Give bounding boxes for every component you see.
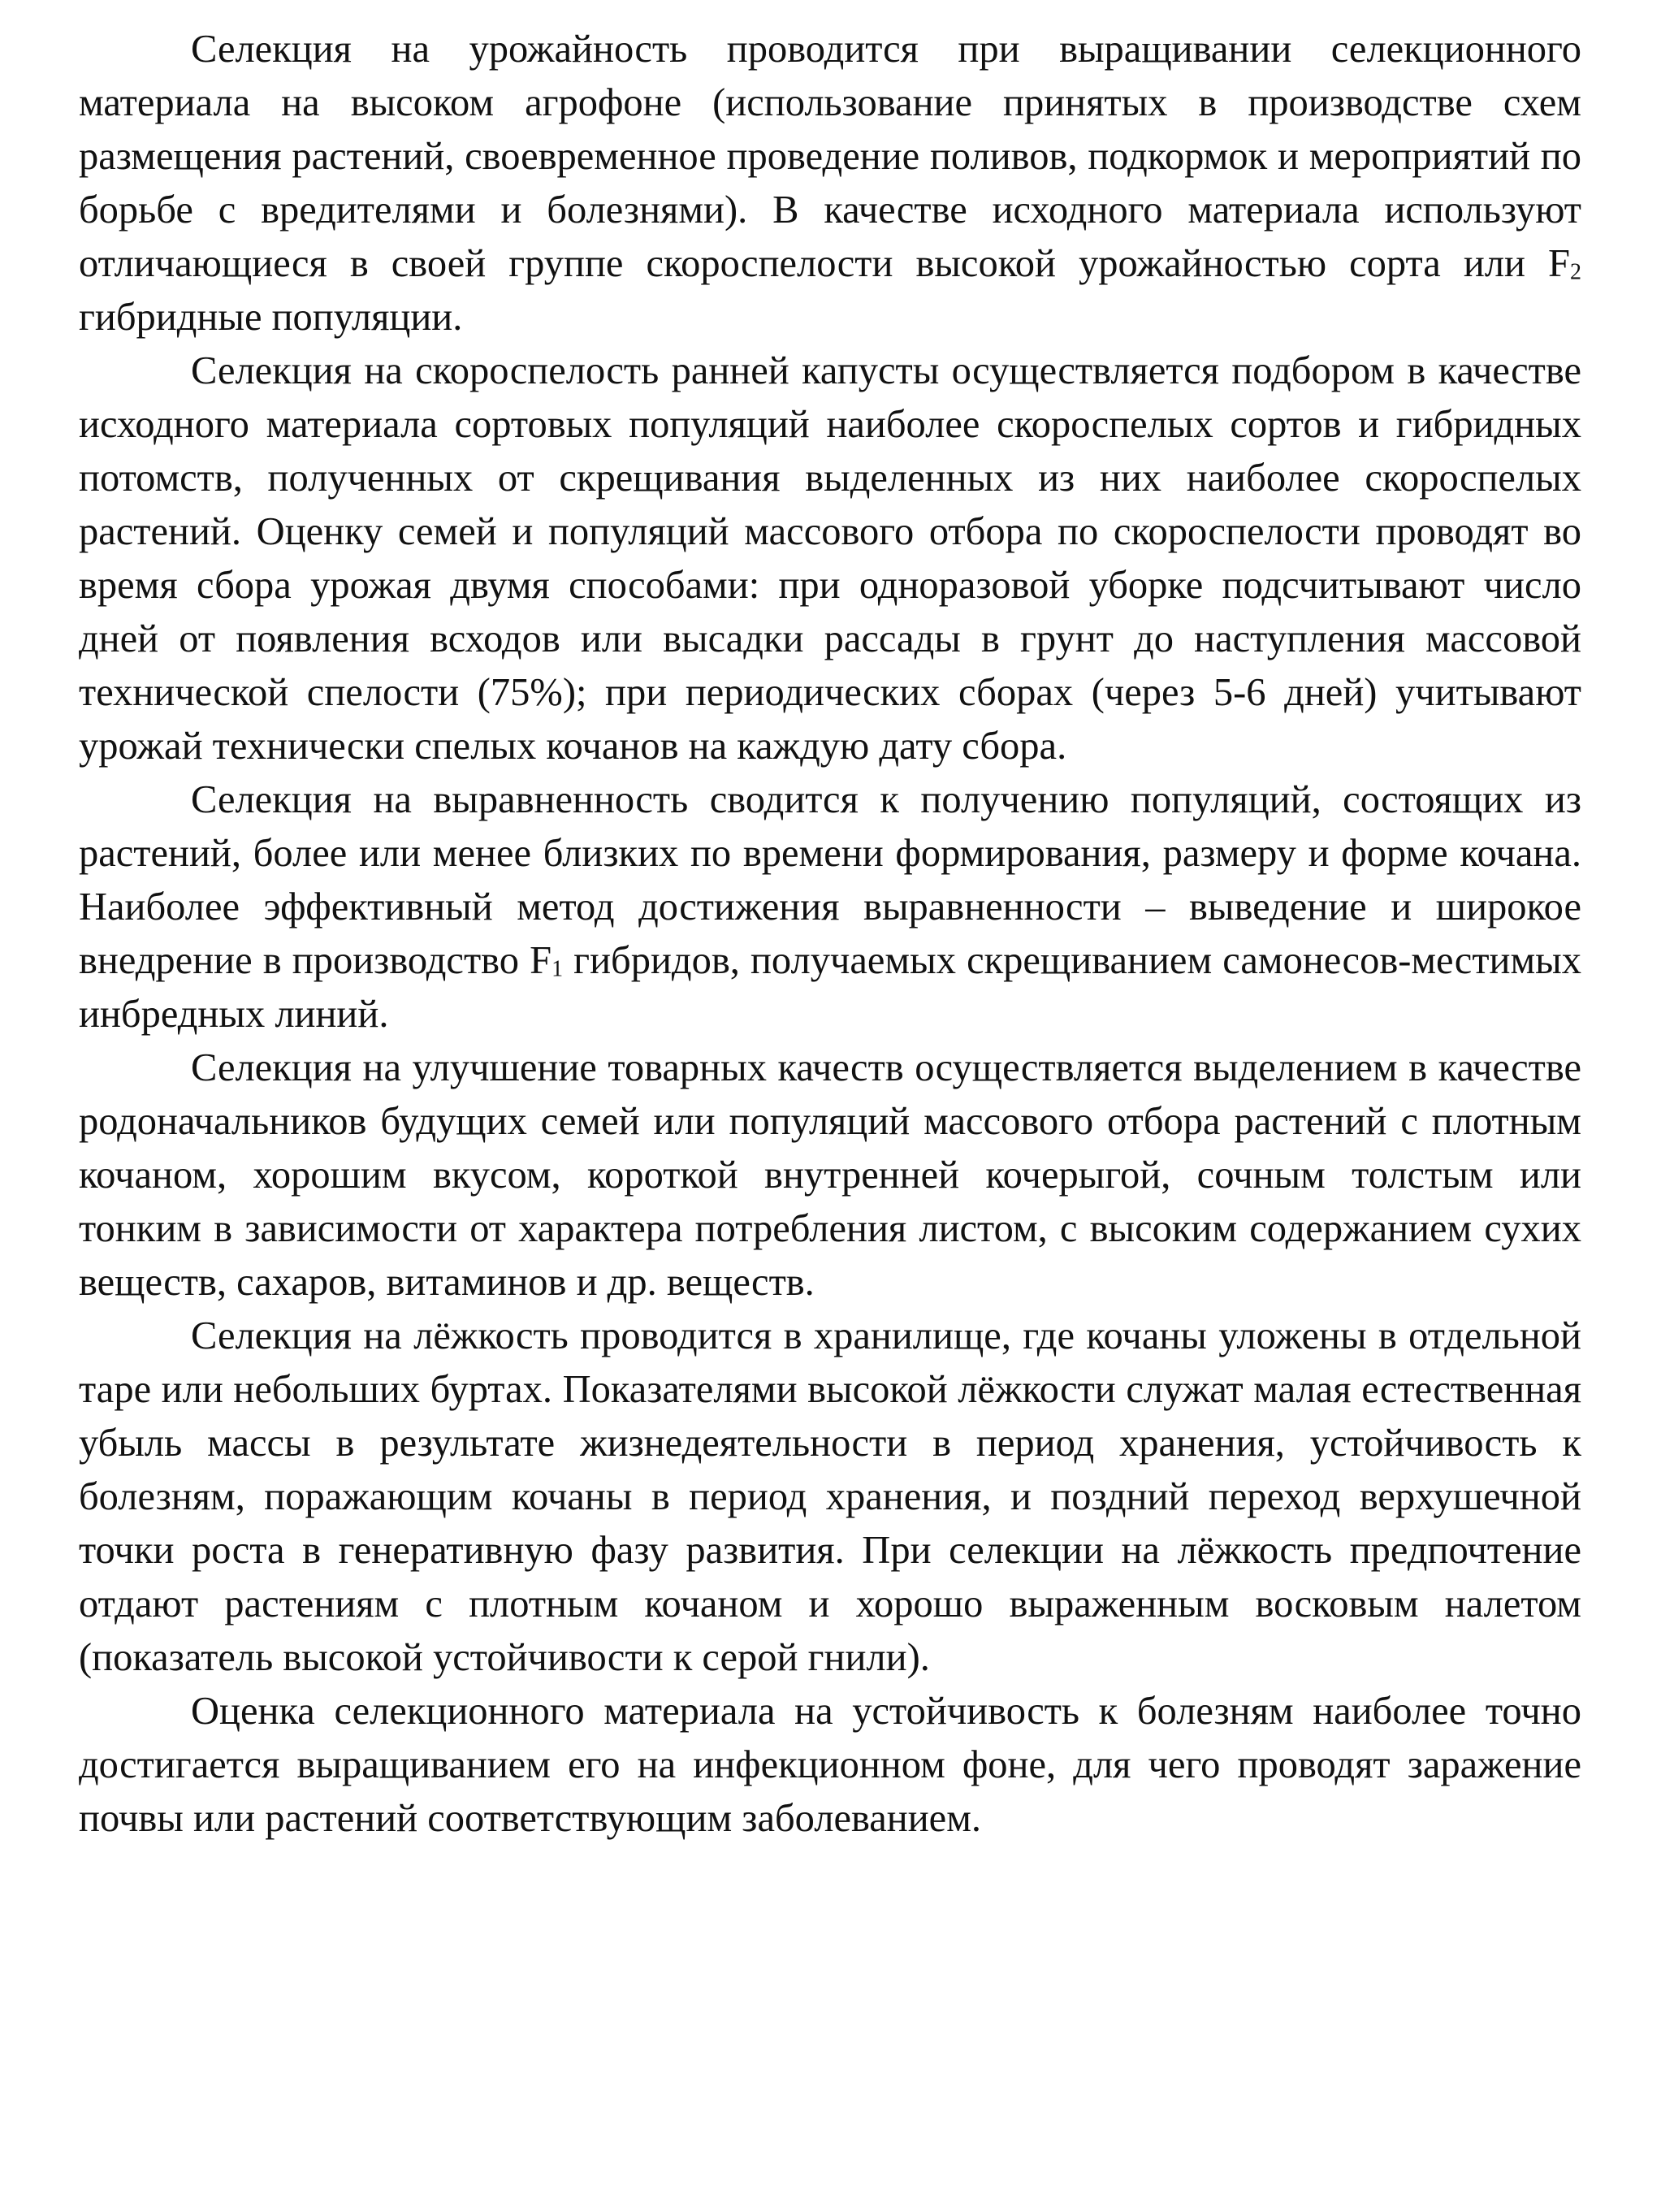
paragraph-text: Селекция на выравненность сводится к получению популяций, состоящих из растений, более или менее близких по времени формирования, размеру и форме кочана. Наиболее эффективный метод достижения выравненности – выведение и широкое внедрение в производство F [79,778,1581,982]
paragraph-text: гибридов, получаемых скрещиванием самонесов-местимых инбредных линий. [79,939,1581,1036]
paragraph-text: Оценка селекционного материала на устойчивость к болезням наиболее точно достигается выращиванием его на инфекционном фоне, для чего проводят заражение почвы или растений соответствующим заболеванием. [79,1690,1581,1840]
paragraph-text: Селекция на лёжкость проводится в хранилище, где кочаны уложены в отдельной таре или небольших буртах. Показателями высокой лёжкости служат малая естественная убыль массы в результате жизнедеятельности в период хранения, устойчивость к болезням, поражающим кочаны в период хранения, и поздний переход верхушечной точки роста в генеративную фазу развития. При селекции на лёжкость предпочтение отдают растениям с плотным кочаном и хорошо выраженным восковым налетом (показатель высокой устойчивости к серой гнили). [79,1314,1581,1679]
paragraph-text: Селекция на скороспелость ранней капусты осуществляется подбором в качестве исходного материала сортовых популяций наиболее скороспелых сортов и гибридных потомств, полученных от скрещивания выделенных из них наиболее скороспелых растений. Оценку семей и популяций массового отбора по скороспелости проводят во время сбора урожая двумя способами: при одноразовой уборке подсчитывают число дней от появления всходов или высадки рассады в грунт до наступления массовой технической спелости (75%); при периодических сборах (через 5-6 дней) учитывают урожай технически спелых кочанов на каждую дату сбора. [79,349,1581,768]
paragraph-yield-selection [79,23,1581,344]
paragraph-disease-resistance-evaluation [79,1685,1581,1846]
paragraph-uniformity-selection [79,773,1581,1041]
paragraph-text: гибридные популяции. [79,296,463,339]
document-body [79,23,1581,1846]
paragraph-text: Селекция на улучшение товарных качеств осуществляется выделением в качестве родоначальников будущих семей или популяций массового отбора растений с плотным кочаном, хорошим вкусом, короткой внутренней кочерыгой, сочным толстым или тонким в зависимости от характера потребления листом, с высоким содержанием сухих веществ, сахаров, витаминов и др. веществ. [79,1046,1581,1304]
paragraph-commercial-quality-selection [79,1041,1581,1309]
paragraph-earliness-selection [79,344,1581,773]
subscript-f2: 2 [1570,259,1581,285]
subscript-f1: 1 [552,956,564,982]
paragraph-storability-selection [79,1309,1581,1685]
paragraph-text: Селекция на урожайность проводится при выращивании селекционного материала на высоком агрофоне (использование принятых в производстве схем размещения растений, своевременное проведение поливов, подкормок и мероприятий по борьбе с вредителями и болезнями). В качестве исходного материала используют отличающиеся в своей группе скороспелости высокой урожайностью сорта или F [79,28,1581,285]
